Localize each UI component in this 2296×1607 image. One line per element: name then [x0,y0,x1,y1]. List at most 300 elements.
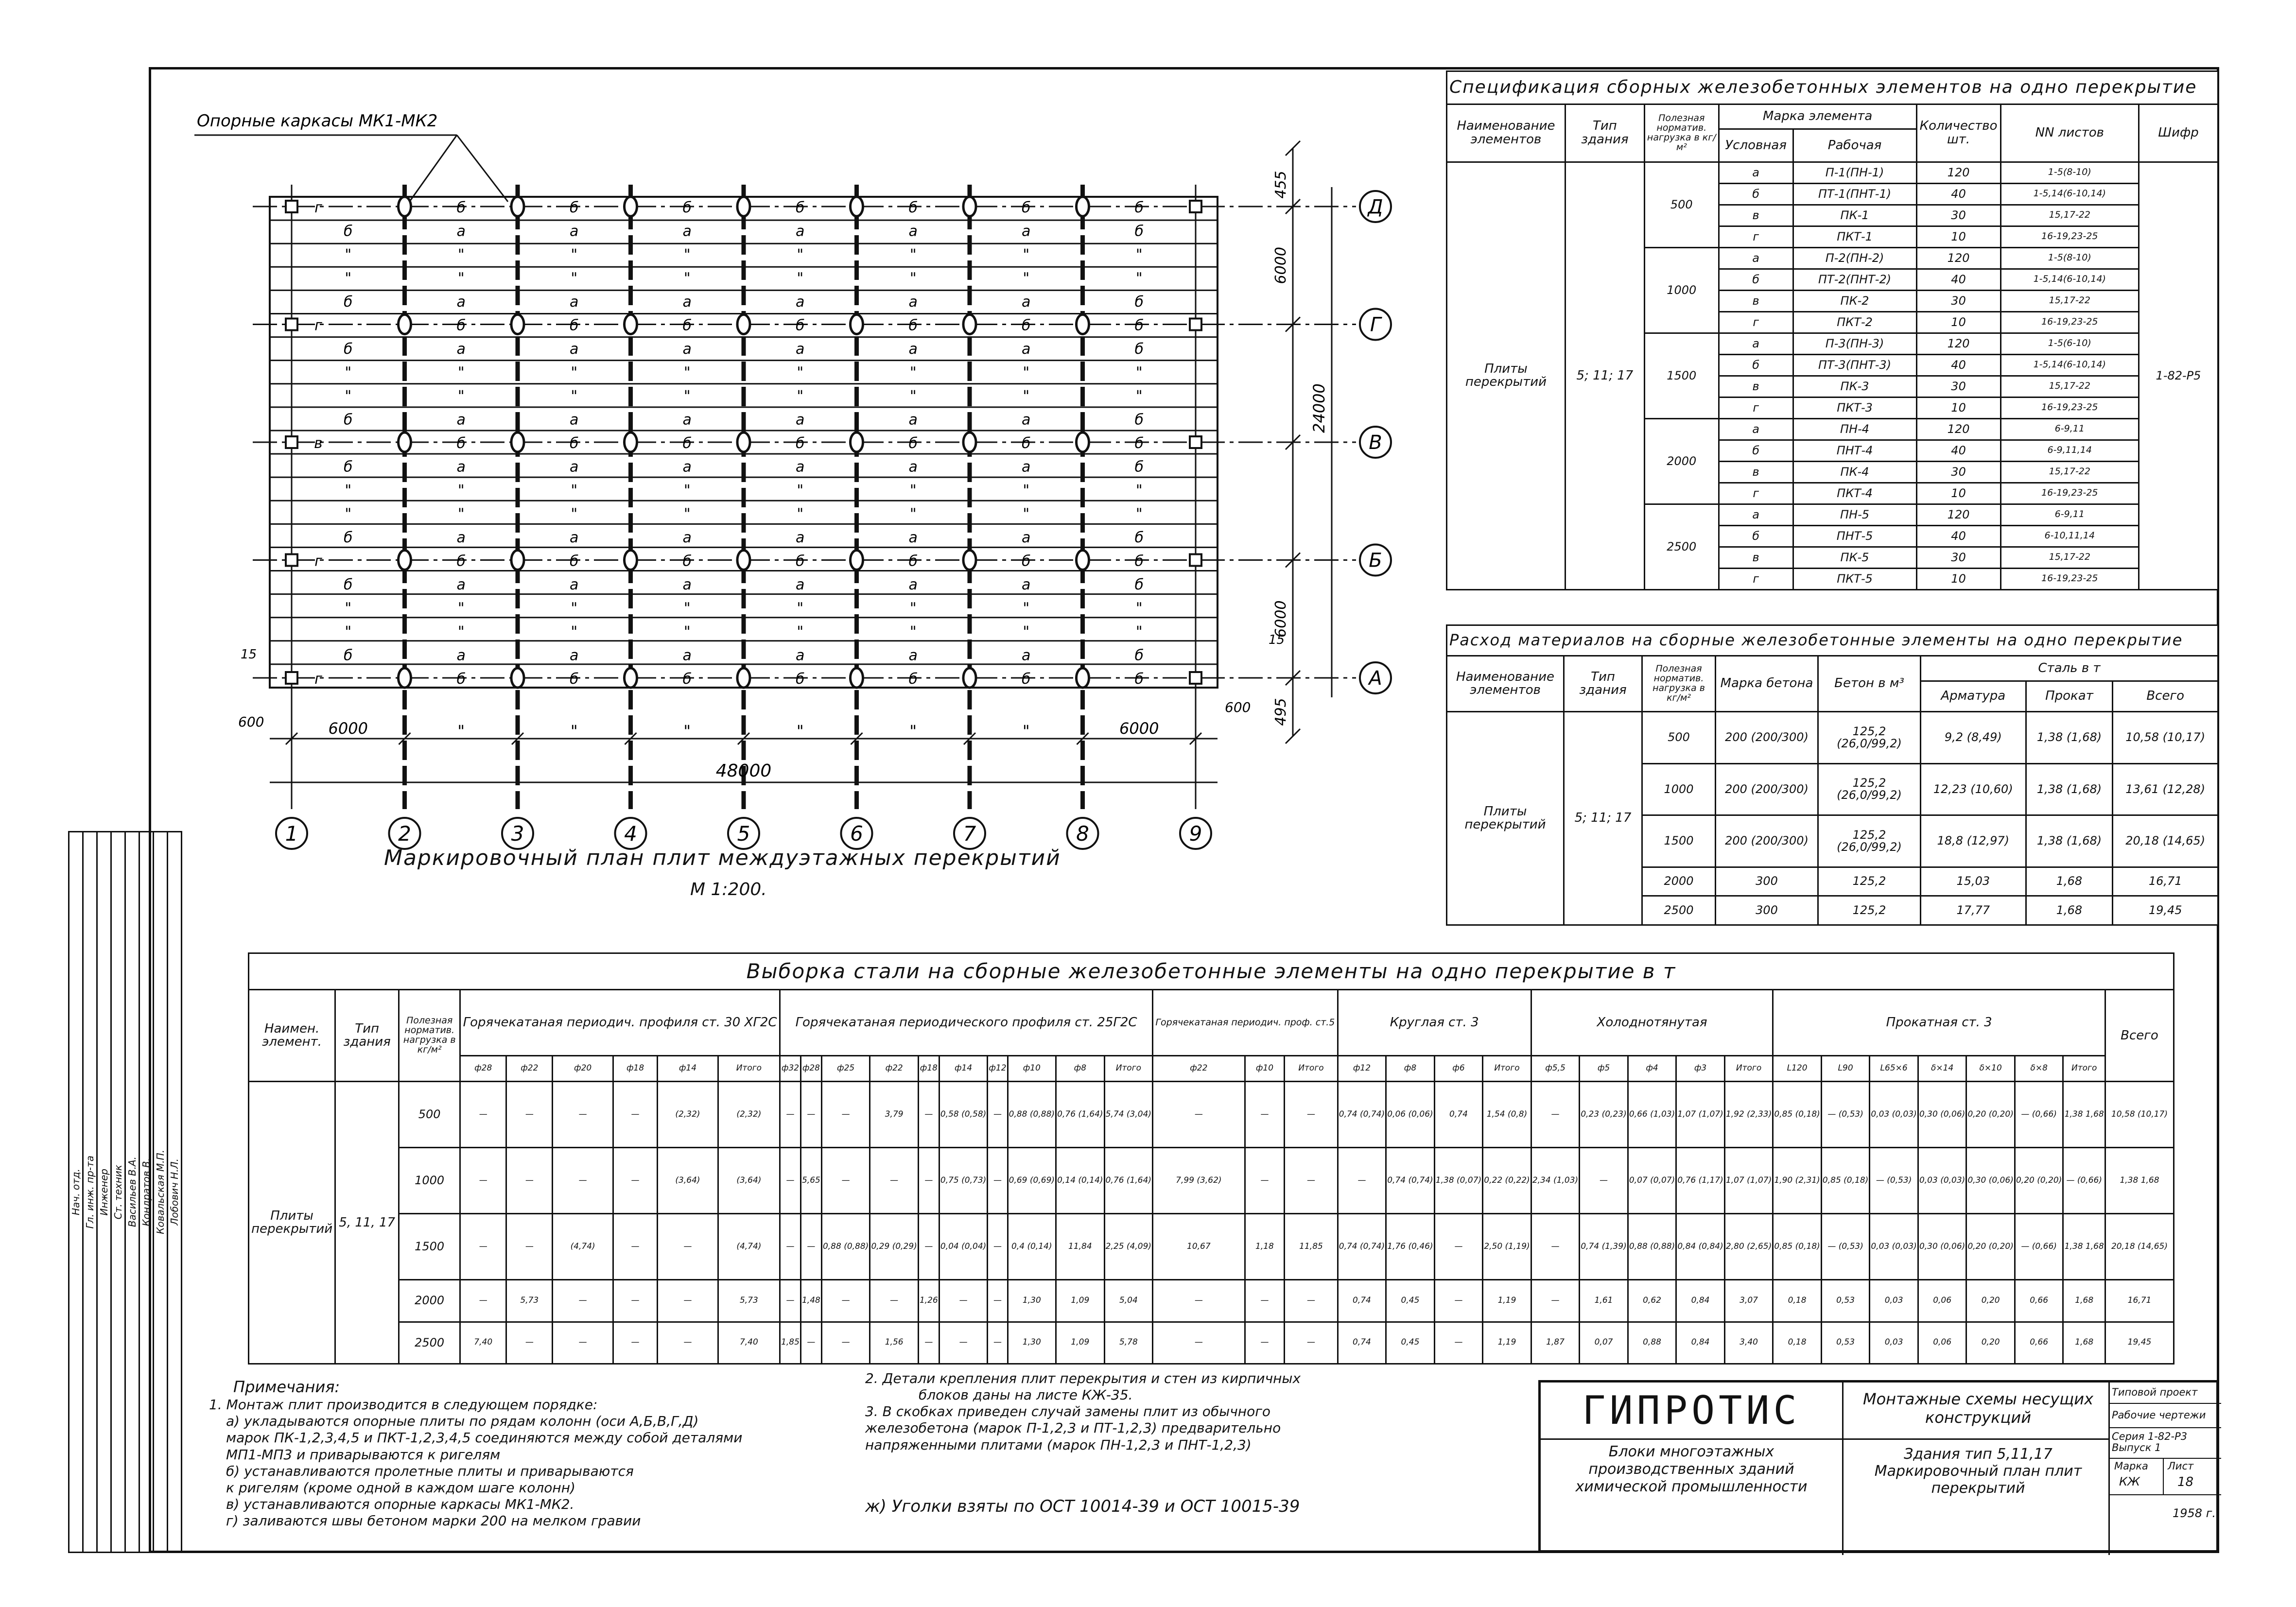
table-cell: 0,07 (0,07) [1628,1148,1676,1214]
steel-col-header: ф10 [1008,1056,1056,1082]
table-cell: 40 [1916,354,2000,376]
table-cell: ПКТ-5 [1793,568,1916,589]
table-cell: 40 [1916,440,2000,461]
table-cell: — [1245,1082,1285,1148]
table-cell: Плиты перекрытий [1447,712,1564,925]
table-cell: — [1285,1082,1338,1148]
materials-title-row [1447,625,2218,656]
table-cell: 5,73 [506,1280,553,1322]
table-cell: 1-5(8-10) [2000,162,2139,183]
table-cell: Количество шт. [1916,104,2000,162]
slab-mark: б [1134,317,1144,334]
table-cell: 0,03 [1870,1322,1918,1364]
dim-text: 24000 [1310,383,1328,433]
table-cell: 0,62 [1628,1280,1676,1322]
table-cell: 2,34 (1,03) [1531,1148,1580,1214]
table-cell: — (0,66) [2063,1148,2105,1214]
slab-mark: а [796,294,805,311]
slab-mark: б [1134,435,1144,452]
steel-col-header: ф10 [1245,1056,1285,1082]
slab-mark: " [683,623,691,640]
table-cell: 1000 [1642,763,1716,815]
slab-mark: " [909,600,917,617]
table-cell: (4,74) [718,1214,780,1280]
slab-mark: " [797,623,804,640]
slab-mark: б [343,576,353,593]
table-cell: — [1153,1082,1245,1148]
column-node [286,554,297,566]
slab-mark: " [683,270,691,287]
slab-mark: б [1134,553,1144,570]
table-cell: — [1285,1148,1338,1214]
slab-mark: " [1023,364,1030,381]
slab-mark: а [908,411,918,429]
table-cell: 0,58 (0,58) [939,1082,988,1148]
table-cell: 0,85 (0,18) [1773,1214,1822,1280]
table-cell: — [780,1082,801,1148]
dim-text: " [1022,722,1030,740]
slab-mark: а [1022,223,1031,240]
column-node [625,197,637,216]
slab-mark: " [909,246,917,263]
column-node [963,432,976,452]
table-cell: 0,88 [1628,1322,1676,1364]
table-cell: 15,17-22 [2000,461,2139,483]
leader-line [410,135,457,202]
slab-mark: б [1134,223,1144,240]
slab-mark: " [457,364,465,381]
table-cell: в [1719,547,1793,568]
slab-mark: а [456,529,466,546]
column-node [511,668,524,688]
steel-col-header: L65×6 [1870,1056,1918,1082]
leader-line [457,135,508,202]
table-cell: а [1719,162,1793,183]
slab-mark: а [570,294,579,311]
table-cell: 16,71 [2105,1280,2174,1322]
steel-col-header: ф18 [918,1056,939,1082]
table-cell: 0,53 [1821,1322,1870,1364]
table-cell: 0,76 (1,64) [1104,1148,1153,1214]
slab-mark: а [1022,294,1031,311]
table-cell: 1,38 (0,07) [1434,1148,1483,1214]
table-cell: ПНТ-5 [1793,525,1916,547]
table-cell: ПТ-1(ПНТ-1) [1793,183,1916,205]
table-cell: — [553,1082,613,1148]
note-star: ж) Уголки взяты по ОСТ 10014-39 и ОСТ 10015-39 [865,1497,1300,1516]
column-node [286,672,297,684]
table-cell: 40 [1916,525,2000,547]
table-cell: 1,30 [1008,1280,1056,1322]
slab-mark: б [682,317,692,334]
slab-mark: " [683,364,691,381]
slab-mark: а [1022,411,1031,429]
slab-mark: " [683,482,691,499]
table-cell: 10,67 [1153,1214,1245,1280]
slab-mark: а [570,458,579,476]
table-cell: Марка бетона [1716,656,1818,712]
column-node [286,201,297,212]
slab-mark: а [570,647,579,664]
slab-mark: б [343,458,353,476]
table-cell: г [1719,483,1793,504]
slab-mark: б [569,317,579,334]
table-cell: 0,69 (0,69) [1008,1148,1056,1214]
table-cell: в [1719,290,1793,311]
table-cell: 10 [1916,226,2000,247]
table-cell: — [460,1148,506,1214]
slab-mark: " [571,505,578,523]
axis-label: Б [1369,549,1382,572]
sheet-header: Лист [2168,1460,2194,1472]
table-cell: 2500 [1642,896,1716,925]
slab-mark: " [571,623,578,640]
slab-mark: а [682,411,692,429]
table-cell: — [658,1322,718,1364]
steel-col-header: ф5 [1580,1056,1628,1082]
table-cell: (2,32) [658,1082,718,1148]
table-cell: Марка элемента [1719,104,1916,129]
table-cell: 10 [1916,568,2000,589]
table-cell: 1-5(8-10) [2000,247,2139,269]
table-cell: 300 [1716,867,1818,896]
slab-mark: " [345,388,352,405]
side-person-name: Лобович Н.Л. [169,1158,180,1226]
plan-title: Маркировочный план плит междуэтажных перекрытий [384,846,1061,870]
year: 1958 г. [2173,1506,2216,1520]
column-node [851,432,863,452]
mark-value: КЖ [2119,1475,2140,1488]
table-cell: Всего [2113,681,2218,712]
table-cell: ПКТ-3 [1793,397,1916,418]
table-cell: 15,17-22 [2000,547,2139,568]
table-cell: 1-5,14(6-10,14) [2000,183,2139,205]
axis-label: 9 [1189,822,1202,846]
dim-text: 48000 [715,761,772,781]
table-cell: — [613,1280,657,1322]
table-cell: 16-19,23-25 [2000,226,2139,247]
slab-mark: б [908,317,918,334]
table-cell: Рабочая [1793,129,1916,162]
slab-mark: б [1021,317,1031,334]
table-cell: 1,19 [1483,1280,1531,1322]
column-node [399,668,411,688]
slab-mark: " [457,600,465,617]
steel-col-header: ф3 [1676,1056,1725,1082]
title-block [1538,1380,2219,1553]
table-cell: — [460,1082,506,1148]
table-cell: 11,84 [1056,1214,1105,1280]
table-cell: 0,75 (0,73) [939,1148,988,1214]
materials-title: Расход материалов на сборные железобетонные элементы на одно перекрытие [1447,625,2218,656]
table-cell: 1-82-Р5 [2139,162,2218,589]
slab-mark: а [682,529,692,546]
slab-mark: " [457,270,465,287]
side-role: Инженер [98,1168,110,1216]
slab-mark: а [456,341,466,358]
steel-col-header: ф22 [870,1056,919,1082]
table-cell: 10,58 (10,17) [2113,712,2218,763]
slab-mark: " [571,388,578,405]
table-cell: 0,4 (0,14) [1008,1214,1056,1280]
table-cell: ПТ-3(ПНТ-3) [1793,354,1916,376]
column-node [851,551,863,570]
table-cell: — [1434,1280,1483,1322]
table-cell: — [800,1082,821,1148]
slab-mark: а [908,223,918,240]
table-cell: — [988,1148,1008,1214]
steel-col-header: ф12 [988,1056,1008,1082]
table-cell: ПК-5 [1793,547,1916,568]
slab-mark: г [314,553,322,570]
steel-col-header: ф18 [613,1056,657,1082]
table-cell: 1,68 [2026,867,2113,896]
dim-text: 6000 [1272,247,1289,284]
table-cell: 0,85 (0,18) [1821,1148,1870,1214]
table-cell: 0,84 [1676,1280,1725,1322]
table-cell: — [1531,1280,1580,1322]
table-cell: 0,18 [1773,1322,1822,1364]
axis-label: 7 [963,822,976,846]
table-cell: Наименование элементов [1447,104,1565,162]
slab-mark: а [682,341,692,358]
steel-col-header: Итого [2063,1056,2105,1082]
steel-title: Выборка стали на сборные железобетонные элементы на одно перекрытие в т [249,953,2174,990]
column-node [399,315,411,334]
table-cell: 1,61 [1580,1280,1628,1322]
table-cell: 0,45 [1386,1322,1435,1364]
table-cell: 5,65 [800,1148,821,1214]
steel-col-header: Итого [718,1056,780,1082]
table-cell: 0,30 (0,06) [1918,1214,1966,1280]
slab-mark: б [795,317,805,334]
table-cell: 120 [1916,333,2000,354]
slab-mark: г [314,671,322,688]
axis-label: 1 [285,822,298,846]
note-line: 1. Монтаж плит производится в следующем порядке: [209,1397,598,1413]
side-person-name: Кондратов В. [140,1158,152,1227]
note-line: МП1-МП3 и приварываются к ригелям [226,1446,501,1463]
steel-col-header: Итого [1285,1056,1338,1082]
plan-scale: М 1:200. [690,880,767,899]
table-cell: — [658,1280,718,1322]
column-node [851,197,863,216]
table-cell: — [821,1280,870,1322]
note-line: к ригелям (кроме одной в каждом шаге колонн) [226,1479,575,1496]
table-cell: 0,53 [1821,1280,1870,1322]
steel-col-header: ф28 [460,1056,506,1082]
slab-mark: г [314,317,322,334]
table-cell: 1,30 [1008,1322,1056,1364]
table-cell: 16-19,23-25 [2000,568,2139,589]
column-node [399,551,411,570]
callout-text: Опорные каркасы МК1-МК2 [197,111,438,131]
table-cell: 500 [399,1082,460,1148]
table-cell: 1,38 1,68 [2105,1148,2174,1214]
table-cell: 0,84 [1676,1322,1725,1364]
table-cell: ПКТ-2 [1793,311,1916,333]
side-role: Гл. инж. пр-та [84,1155,96,1229]
table-cell: — [939,1280,988,1322]
slab-mark: б [682,199,692,216]
table-cell: 10,58 (10,17) [2105,1082,2174,1148]
note-line: в) устанавливаются опорные каркасы МК1-МК2. [226,1496,574,1512]
table-cell: 2500 [399,1322,460,1364]
slab-mark: а [570,223,579,240]
slab-mark: б [343,223,353,240]
table-cell: 6-9,11,14 [2000,440,2139,461]
table-cell: 1,38 1,68 [2063,1082,2105,1148]
axis-label: 2 [398,822,411,846]
slab-mark: " [909,270,917,287]
table-cell: 30 [1916,547,2000,568]
slab-mark: а [682,294,692,311]
table-cell: 2500 [1644,504,1719,589]
steel-col-header: ф4 [1628,1056,1676,1082]
table-cell: П-1(ПН-1) [1793,162,1916,183]
slab-mark: а [796,223,805,240]
slab-mark: а [456,223,466,240]
table-cell: 120 [1916,418,2000,440]
table-cell: а [1719,247,1793,269]
column-node [511,432,524,452]
table-cell: Арматура [1921,681,2026,712]
table-cell: 0,07 [1580,1322,1628,1364]
table-cell: — [821,1322,870,1364]
slab-mark: б [1134,341,1144,358]
spec-row [1447,162,2218,183]
table-cell: — [780,1148,801,1214]
column-node [1077,197,1089,216]
slab-mark: " [797,505,804,523]
slab-mark: а [1022,341,1031,358]
table-cell: 0,06 [1918,1322,1966,1364]
slab-mark: а [908,458,918,476]
note-line: г) заливаются швы бетоном марки 200 на мелком гравии [226,1513,641,1529]
slab-mark: б [456,317,466,334]
table-cell: (3,64) [658,1148,718,1214]
table-cell: 500 [1642,712,1716,763]
table-cell: 1,38 (1,68) [2026,815,2113,867]
steel-row [249,1148,2174,1214]
slab-mark: " [1135,388,1143,405]
table-cell: Горячекатаная периодич. профиля ст. 30 ХГ2С [460,990,780,1056]
table-cell: Прокатная ст. 3 [1773,990,2105,1056]
slab-mark: а [456,458,466,476]
slab-mark: а [796,411,805,429]
slab-mark: а [682,647,692,664]
slab-mark: б [456,553,466,570]
table-cell: 15,17-22 [2000,376,2139,397]
table-cell: 0,76 (1,17) [1676,1148,1725,1214]
sheet-title: Монтажные схемы несущих конструкций [1862,1390,2094,1427]
table-cell: 1,38 (1,68) [2026,712,2113,763]
table-cell: 1000 [399,1148,460,1214]
table-cell: 0,03 (0,03) [1870,1082,1918,1148]
table-cell: г [1719,311,1793,333]
column-node [851,668,863,688]
slab-mark: а [1022,647,1031,664]
slab-mark: " [1023,623,1030,640]
slab-mark: " [797,270,804,287]
table-cell: 1,18 [1245,1214,1285,1280]
table-cell: 3,07 [1724,1280,1773,1322]
note-line: блоков даны на листе КЖ-35. [919,1387,1133,1403]
table-cell: — [1153,1322,1245,1364]
table-cell: 16-19,23-25 [2000,311,2139,333]
table-cell: — [1531,1214,1580,1280]
table-cell: 200 (200/300) [1716,815,1818,867]
table-cell: 0,23 (0,23) [1580,1082,1628,1148]
table-cell: 0,76 (1,64) [1056,1082,1105,1148]
table-cell: в [1719,461,1793,483]
table-cell: 15,17-22 [2000,290,2139,311]
slab-mark: " [909,364,917,381]
table-cell: Горячекатаная периодич. проф. ст.5 [1153,990,1338,1056]
steel-col-header: δ×8 [2015,1056,2063,1082]
dim-text: 15 [1269,633,1285,647]
series: Серия 1-82-Р3 Выпуск 1 [2112,1431,2188,1454]
table-cell: 0,66 [2015,1322,2063,1364]
dim-text: 6000 [328,719,368,738]
slab-mark: " [345,246,352,263]
table-cell: — [870,1280,919,1322]
table-cell: 300 [1716,896,1818,925]
table-cell: — [506,1082,553,1148]
column-node [1077,432,1089,452]
table-cell: 7,40 [718,1322,780,1364]
table-cell: 19,45 [2105,1322,2174,1364]
table-cell: 0,03 (0,03) [1918,1148,1966,1214]
slab-mark: б [1134,671,1144,688]
table-cell: — [506,1322,553,1364]
slab-mark: " [345,623,352,640]
table-cell: — (0,53) [1870,1148,1918,1214]
table-cell: г [1719,226,1793,247]
slab-mark: б [569,199,579,216]
table-cell: 2,50 (1,19) [1483,1214,1531,1280]
slab-mark: " [683,388,691,405]
steel-col-header: ф8 [1056,1056,1105,1082]
steel-col-header: ф25 [821,1056,870,1082]
slab-mark: а [456,294,466,311]
table-cell: 2000 [1644,418,1719,504]
slab-mark: б [1134,576,1144,593]
slab-mark: а [1022,458,1031,476]
table-cell: 1,26 [918,1280,939,1322]
slab-mark: " [1135,270,1143,287]
slab-mark: " [797,600,804,617]
table-cell: 200 (200/300) [1716,712,1818,763]
table-cell: — [918,1082,939,1148]
slab-mark: " [571,364,578,381]
table-cell: 2,80 (2,65) [1724,1214,1773,1280]
column-node [1190,201,1201,212]
table-cell: в [1719,205,1793,226]
slab-mark: б [1134,411,1144,429]
table-cell: 16,71 [2113,867,2218,896]
slab-mark: " [1135,505,1143,523]
table-cell: в [1719,376,1793,397]
slab-mark: " [1023,246,1030,263]
slab-mark: б [795,435,805,452]
table-cell: 0,88 (0,88) [1628,1214,1676,1280]
table-cell: 30 [1916,290,2000,311]
table-cell: Плиты перекрытий [249,1082,335,1364]
slab-mark: а [796,341,805,358]
dim-text: 600 [1225,699,1251,715]
table-cell: ПН-5 [1793,504,1916,525]
